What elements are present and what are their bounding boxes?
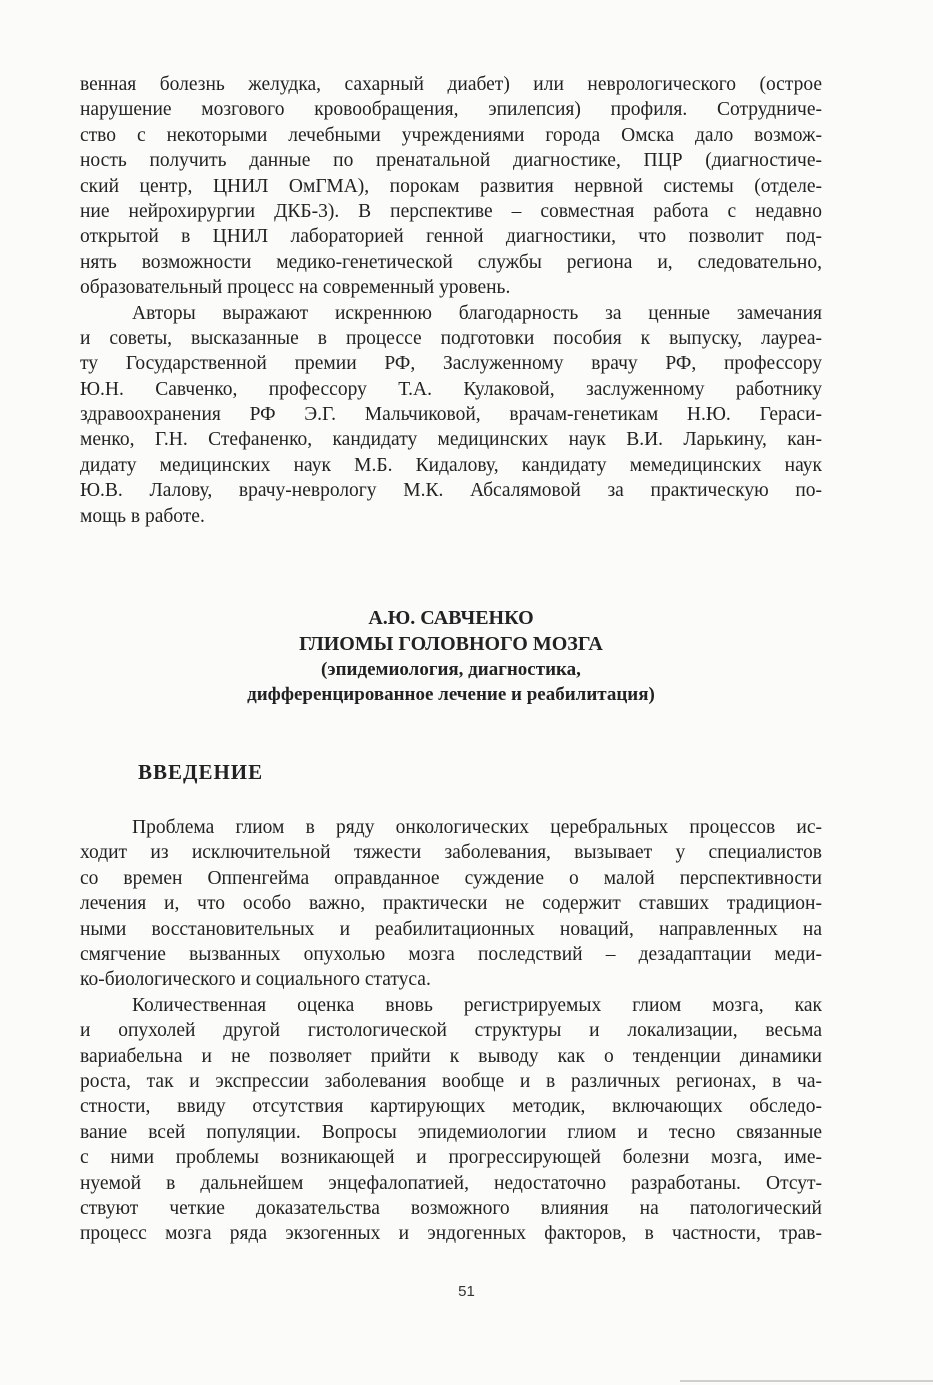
text-line: и опухолей другой гистологической структуры и локализации, весьма xyxy=(80,1020,822,1042)
text-line: Ю.В. Лалову, врачу-неврологу М.К. Абсалямовой за практическую по- xyxy=(80,480,822,502)
section-title: ВВЕДЕНИЕ xyxy=(138,760,264,785)
text-line: со времен Оппенгейма оправданное суждение о малой перспективности xyxy=(80,867,822,889)
article-subtitle-line-1: (эпидемиология, диагностика, xyxy=(321,659,581,681)
text-line: Ю.Н. Савченко, профессору Т.А. Кулаковой, заслуженному работнику xyxy=(80,378,822,400)
text-line: стности, ввиду отсутствия картирующих методик, включающих обследо- xyxy=(80,1096,822,1118)
text-line: вание всей популяции. Вопросы эпидемиологии глиом и тесно связанные xyxy=(80,1121,822,1143)
text-line: ко-биологического и социального статуса. xyxy=(80,969,431,991)
text-line: мощь в работе. xyxy=(80,505,205,527)
text-line: нуемой в дальнейшем энцефалопатией, недостаточно разработаны. Отсут- xyxy=(80,1172,822,1194)
text-line: с ними проблемы возникающей и прогрессирующей болезни мозга, име- xyxy=(80,1147,822,1169)
article-author: А.Ю. САВЧЕНКО xyxy=(368,607,534,630)
text-line: ходит из исключительной тяжести заболевания, вызывает у специалистов xyxy=(80,842,822,864)
text-line: ство с некоторыми лечебными учреждениями города Омска дало возмож- xyxy=(80,124,822,146)
text-line: лечения и, что особо важно, практически не содержит ставших традицион- xyxy=(80,893,822,915)
intro-paragraph-1 xyxy=(80,72,822,301)
page-content xyxy=(80,72,822,1247)
text-line: вариабельна и не позволяет прийти к выводу как о тенденции динамики xyxy=(80,1045,822,1067)
text-line: ние нейрохирургии ДКБ-3). В перспективе – совместная работа с недавно xyxy=(80,200,822,222)
page-number: 51 xyxy=(458,1283,475,1300)
intro-paragraph-2 xyxy=(80,301,822,530)
text-line: здравоохранения РФ Э.Г. Мальчиковой, врачам-генетикам Н.Ю. Гераси- xyxy=(80,404,822,426)
text-line: и советы, высказанные в процессе подготовки пособия к выпуску, лауреа- xyxy=(80,327,822,349)
text-line: Количественная оценка вновь регистрируемых глиом мозга, как xyxy=(132,994,822,1016)
text-line: Проблема глиом в ряду онкологических церебральных процессов ис- xyxy=(132,817,822,839)
text-line: смягчение вызванных опухолью мозга последствий – дезадаптации меди- xyxy=(80,943,822,965)
text-line: нять возможности медико-генетической службы региона и, следовательно, xyxy=(80,251,822,273)
text-line: образовательный процесс на современный уровень. xyxy=(80,277,511,299)
text-line: венная болезнь желудка, сахарный диабет) или неврологического (острое xyxy=(80,74,822,95)
text-line: открытой в ЦНИЛ лабораторией генной диагностики, что позволит под- xyxy=(80,226,822,248)
text-line: ский центр, ЦНИЛ ОмГМА), порокам развития нервной системы (отделе- xyxy=(80,175,822,197)
article-subtitle-line-2: дифференцированное лечение и реабилитация) xyxy=(247,684,655,706)
text-line: ность получить данные по пренатальной диагностике, ПЦР (диагностиче- xyxy=(80,150,822,172)
text-line: ту Государственной премии РФ, Заслуженному врачу РФ, профессору xyxy=(80,353,822,375)
text-line: процесс мозга ряда экзогенных и эндогенных факторов, в частности, трав- xyxy=(80,1223,822,1245)
text-line: дидату медицинских наук М.Б. Кидалову, кандидату мемедицинских наук xyxy=(80,454,822,476)
text-line: ными восстановительных и реабилитационных новаций, направленных на xyxy=(80,918,822,940)
text-line: Авторы выражают искреннюю благодарность за ценные замечания xyxy=(132,302,822,324)
text-line: нарушение мозгового кровообращения, эпилепсия) профиля. Сотрудниче- xyxy=(80,99,822,121)
text-line: ствуют четкие доказательства возможного влияния на патологический xyxy=(80,1197,822,1219)
body-paragraph-1 xyxy=(80,815,822,993)
article-title: ГЛИОМЫ ГОЛОВНОГО МОЗГА xyxy=(299,633,603,656)
scan-edge-divider xyxy=(680,1380,933,1382)
text-line: роста, так и экспрессии заболевания вообще и в различных регионах, в ча- xyxy=(80,1070,822,1092)
text-line: менко, Г.Н. Стефаненко, кандидату медицинских наук В.И. Ларькину, кан- xyxy=(80,429,822,451)
body-paragraph-2 xyxy=(80,993,822,1247)
article-heading xyxy=(80,605,822,707)
